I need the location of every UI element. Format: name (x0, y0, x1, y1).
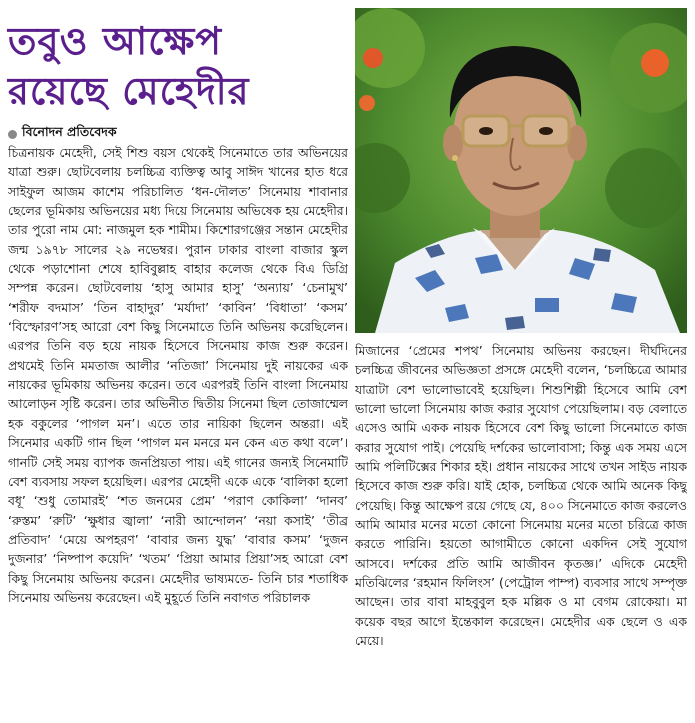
byline (8, 124, 348, 144)
article-text-column-1: চিত্রনায়ক মেহেদী, সেই শিশু বয়স থেকেই সিনেমাতে তার অভিনয়ের যাত্রা শুরু। ছোটবেলায় চলচ্চিত্র ব্যক্তিত্ব আবু সাঈদ খানের হাত ধরে সাইফুল আজম কাশেম পরিচালিত ‘ধন-দৌলত’ সিনেমায় শাবানার ছেলের ভূমিকায় অভিনয়ের মধ্য দিয়ে সিনেমায় অভিষেক হয় মেহেদীর। তার পুরো নাম মো: নাজমুল হক শামীম। কিশোরগঞ্জের সন্তান মেহেদীর জন্ম ১৯৭৮ সালের ২৯ নভেম্বর। পুরান ঢাকার বাংলা বাজার স্কুল থেকে পড়াশোনা শেষে হাবিবুল্লাহ বাহার কলেজ থেকে বিএ ডিগ্রি সম্পন্ন করেন। ছোটবেলায় ‘হাসু আমার হাসু’ ‘অন্যায়’ ‘চেনামুখ’ ‘শরীফ বদমাস’ ‘তিন বাহাদুর’ ‘মর্যাদা’ ‘কাবিন’ ‘বিধাতা’ ‘কসম’ ‘বিস্ফোরণ’সহ আরো বেশ কিছু সিনেমাতে তিনি অভিনয় করেছিলেন। এরপর তিনি বড় হয়ে নায়ক হিসেবে সিনেমায় কাজ শুরু করেন। প্রথমেই তিনি মমতাজ আলীর ‘নতিজা’ সিনেমায় দুই নায়কের এক নায়কের ভূমিকায় অভিনয় করেন। তবে এরপরই তিনি বাংলা সিনেমায় আলোড়ন সৃষ্টি করেন। তার অভিনীত দ্বিতীয় সিনেমা ছিল তোজাম্মেল হক বকুলের ‘পাগল মন’। এতে তার নায়িকা ছিলেন অন্তরা। এই সিনেমার একটি গান ছিল ‘পাগল মন মনরে মন কেন এত কথা বলে’। গানটি সেই সময় ব্যাপক জনপ্রিয়তা পায়। এই গানের জন্যই সিনেমাটি বেশ ব্যবসায় সফল হয়েছিল। এরপর মেহেদী একে একে ‘বালিকা হলো বধূ’ ‘শুধু তোমারই’ ‘শত জনমের প্রেম’ ‘পরাণ কোকিলা’ ‘দানব’ ‘রুস্তম’ ‘রুটি’ ‘ক্ষুধার জ্বালা’ ‘নারী আন্দোলন’ ‘নয়া কসাই’ ‘তীব্র প্রতিবাদ’ ‘মেয়ে অপহরণ’ ‘বাবার জন্য যুদ্ধ’ ‘বাবার কসম’ ‘দুজন দুজনার’ ‘নিষ্পাপ কয়েদি’ ‘খতম’ ‘প্রিয়া আমার প্রিয়া’সহ আরো বেশ কিছু সিনেমায় অভিনয় করেন। মেহেদীর ভাষ্যমতে- তিনি চার শতাধিক সিনেমায় অভিনয় করেছেন। এই মুহূর্তে তিনি নবাগত পরিচালক (8, 145, 348, 605)
article-text-column-2: মিজানের ‘প্রেমের শপথ’ সিনেমায় অভিনয় করছেন। দীর্ঘদিনের চলচ্চিত্র জীবনের অভিজ্ঞতা প্রসঙ্গে মেহেদী বলেন, ‘চলচ্চিত্রে আমার যাত্রাটা বেশ ভালোভাবেই হয়েছিল। শিশুশিল্পী হিসেবে আমি বেশ ভালো ভালো সিনেমায় কাজ করার সুযোগ পেয়েছিলাম। বড় বেলাতে এসেও আমি একক নায়ক হিসেবে বেশ কিছু ভালো সিনেমাতে কাজ করার সুযোগ পাই। পেয়েছি দর্শকের ভালোবাসা; কিন্তু এক সময় এসে আমি পলিটিক্সের শিকার হই। প্রধান নায়কের সাথে তখন সাইড নায়ক হিসেবে কাজ শুরু করি। যাই হোক, চলচ্চিত্র থেকে আমি অনেক কিছু পেয়েছি। কিন্তু আক্ষেপ রয়ে গেছে যে, ৪০০ সিনেমাতে কাজ করলেও আমি আমার মনের মতো কোনো সিনেমায় মনের মতো চরিত্রে কাজ করতে পারিনি। হয়তো আগামীতে কোনো একদিন সেই সুযোগ আসবে। দর্শকের প্রতি আমি আজীবন কৃতজ্ঞ।’ এদিকে মেহেদী মতিঝিলের ‘রহমান ফিলিংস’ (পেট্রোল পাম্প) ব্যবসার সাথে সম্পৃক্ত আছেন। তার বাবা মাহবুবুল হক মল্লিক ও মা বেগম রোকেয়া। মা কয়েক বছর আগে ইন্তেকাল করেছেন। মেহেদীর এক ছেলে ও এক মেয়ে। (355, 343, 687, 649)
byline-text: বিনোদন প্রতিবেদক (22, 124, 117, 139)
bullet-icon (8, 130, 17, 139)
headline-line-1: তবুও আক্ষেপ (8, 19, 223, 63)
article-column-2 (355, 341, 687, 721)
portrait-photo (355, 8, 687, 333)
headline-line-2: রয়েছে মেহেদীর (8, 69, 250, 113)
article-column-1 (8, 143, 348, 718)
headline (8, 16, 348, 116)
